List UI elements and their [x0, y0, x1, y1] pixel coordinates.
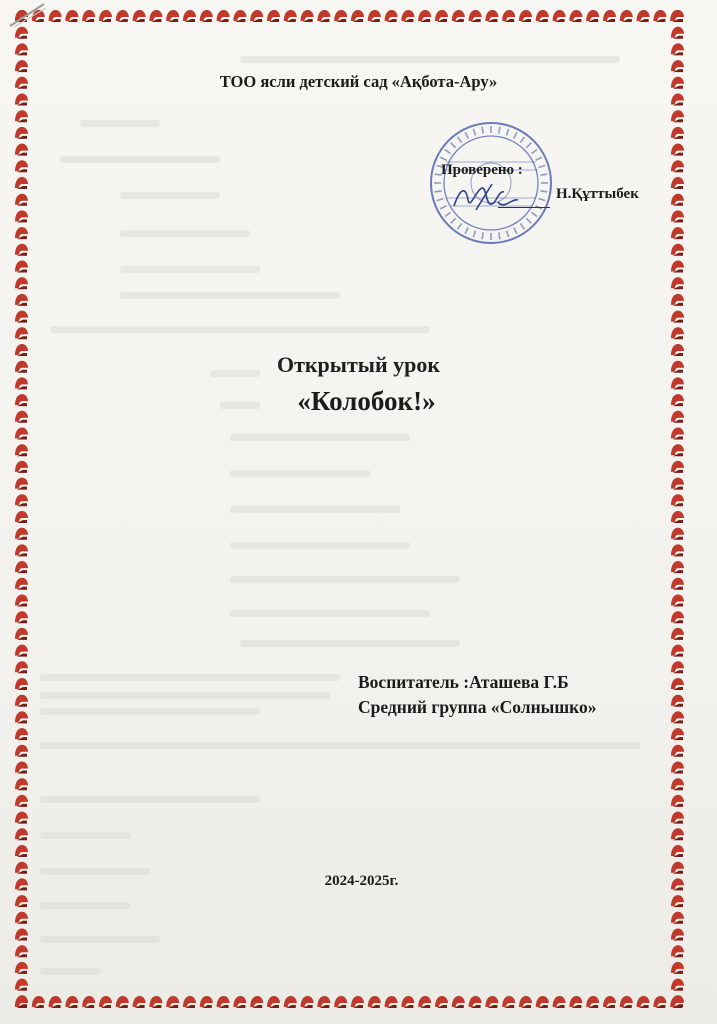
paperclip-icon [8, 0, 48, 28]
teacher-name: Воспитатель :Аташева Г.Б [358, 672, 569, 692]
signature-line [498, 207, 550, 208]
signature [446, 180, 536, 216]
ornament-border-top [14, 8, 686, 24]
lesson-title: «Колобок!» [297, 386, 436, 416]
show-through-text [40, 40, 660, 980]
ornament-border-bottom [14, 994, 686, 1010]
approval-label: Проверено : [441, 162, 523, 178]
academic-year: 2024-2025г. [324, 873, 399, 889]
ornament-border-left [14, 8, 30, 1010]
approver-name: Н.Құттыбек [556, 186, 639, 202]
ornament-border-right [670, 8, 686, 1010]
organization-title: ТОО ясли детский сад «Ақбота-Ару» [219, 72, 498, 91]
lesson-type: Открытый урок [276, 352, 441, 377]
group-name: Средний группа «Солнышко» [358, 697, 597, 717]
